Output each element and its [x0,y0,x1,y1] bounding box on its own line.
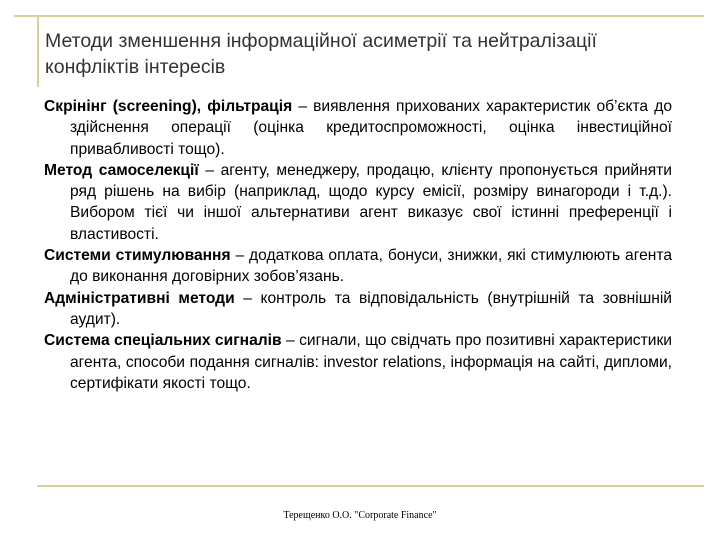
list-item-term: Скрінінг (screening), фільтрація [44,98,293,115]
list-item-text: – додаткова оплата, бонуси, знижки, які стимулюють агента до виконання договірних зобов’язань. [70,247,672,286]
frame-bottom-line [37,485,704,487]
list-item-term: Системи стимулювання [44,247,231,265]
list-item-term: Метод самоселекції [44,161,199,179]
list-item [44,96,672,160]
list-item [44,288,672,331]
list-item-text: – виявлення прихованих характеристик об’єкта до здійснення операції (оцінка кредитоспроможності, оцінка інвестиційної привабливості тощо). [70,98,673,158]
list-item-term: Адміністративні методи [44,289,235,307]
slide-footer: Терещенко О.О. "Corporate Finance" [283,510,437,521]
list-item-text: – сигнали, що свідчать про позитивні характеристики агента, способи подання сигналів: investor relations, інформація на сайті, дипломи, сертифікати якості тощо. [70,332,672,392]
frame-top-line [14,15,704,17]
slide-body [44,96,672,394]
list-item [44,245,672,288]
frame-left-line [37,15,39,87]
list-item-text: – агенту, менеджеру, продацю, клієнту пропонується прийняти ряд рішень на вибір (наприклад, щодо курсу емісії, розміру винагороди і т.д.). Вибором тієї чи іншої альтернативи агент виказує свої істинні преференції і властивості. [70,161,672,243]
list-item [44,160,672,245]
list-item-term: Система спеціальних сигналів [44,332,282,350]
slide-title: Методи зменшення інформаційної асиметрії та нейтралізації конфліктів інтересів [45,30,597,78]
list-item [44,330,672,394]
list-item-text: – контроль та відповідальність (внутрішній та зовнішній аудит). [70,289,672,328]
